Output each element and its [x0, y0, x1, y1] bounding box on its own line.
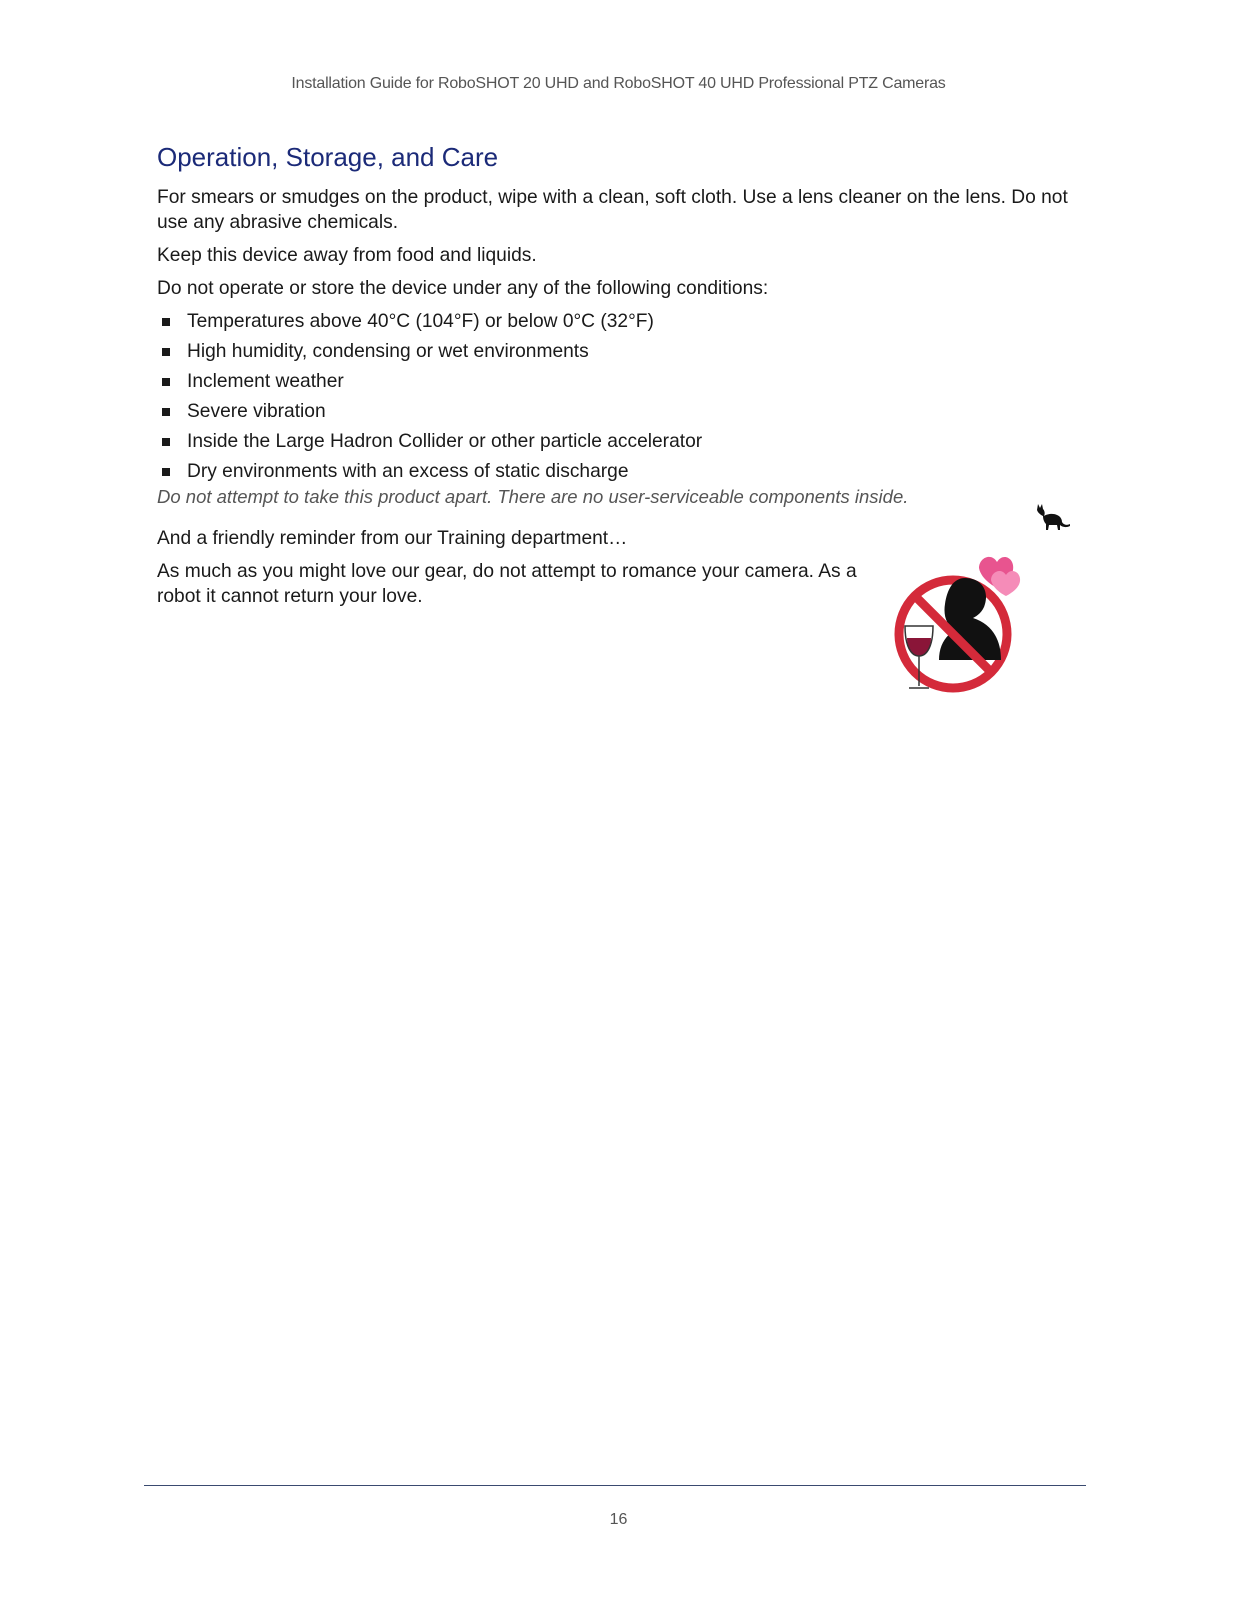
bullet-square-icon [162, 408, 170, 416]
list-item [157, 399, 1087, 424]
bullet-square-icon [162, 348, 170, 356]
care-paragraph: For smears or smudges on the product, wipe with a clean, soft cloth. Use a lens cleaner on the lens. Do not use any abrasive chemicals. [157, 187, 1068, 233]
bullet-square-icon [162, 378, 170, 386]
list-item [157, 339, 1087, 364]
disassembly-note: Do not attempt to take this product apart. There are no user-serviceable components inside. [157, 486, 909, 507]
list-item [157, 459, 1087, 484]
no-romance-icon [893, 550, 1041, 700]
section-title: Operation, Storage, and Care [157, 142, 499, 172]
list-item-text: Inside the Large Hadron Collider or other particle accelerator [187, 431, 703, 452]
list-item-text: Inclement weather [187, 371, 344, 392]
running-header: Installation Guide for RoboSHOT 20 UHD and RoboSHOT 40 UHD Professional PTZ Cameras [291, 75, 946, 92]
reminder-intro: And a friendly reminder from our Training department… [157, 528, 628, 549]
reminder-block [157, 526, 877, 617]
page-number: 16 [609, 1511, 628, 1528]
food-liquids-paragraph: Keep this device away from food and liquids. [157, 245, 537, 266]
list-item-text: Dry environments with an excess of static discharge [187, 461, 629, 482]
list-item-text: Severe vibration [187, 401, 326, 422]
reminder-text: As much as you might love our gear, do not attempt to romance your camera. As a robot it cannot return your love. [157, 561, 857, 607]
list-item-text: High humidity, condensing or wet environments [187, 341, 589, 362]
cat-icon [1035, 502, 1071, 532]
footer-divider [144, 1485, 1086, 1486]
list-item [157, 429, 1087, 454]
bullet-square-icon [162, 438, 170, 446]
bullet-square-icon [162, 318, 170, 326]
list-item-text: Temperatures above 40°C (104°F) or below 0°C (32°F) [187, 311, 654, 332]
list-item [157, 369, 1087, 394]
list-item [157, 309, 1087, 334]
conditions-intro: Do not operate or store the device under any of the following conditions: [157, 278, 769, 299]
content-area [157, 142, 1087, 509]
conditions-list [157, 309, 1087, 484]
bullet-square-icon [162, 468, 170, 476]
